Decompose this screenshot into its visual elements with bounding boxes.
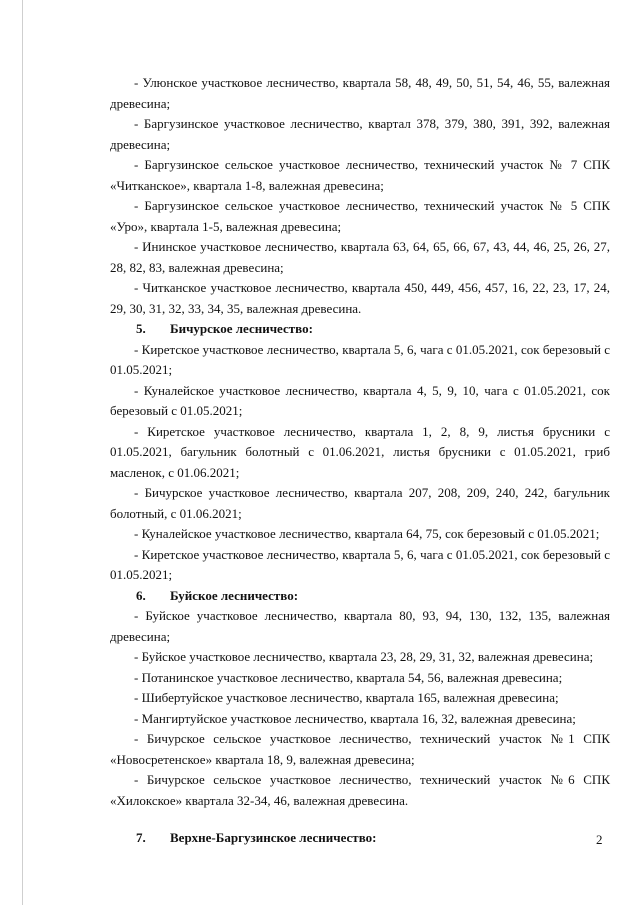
section-heading: [110, 828, 610, 849]
list-item: - Киретское участковое лесничество, квартала 5, 6, чага с 01.05.2021, сок березовый с 01.05.2021;: [110, 546, 610, 582]
list-item: - Куналейское участковое лесничество, квартала 64, 75, сок березовый с 01.05.2021;: [134, 526, 600, 541]
list-item: - Мангиртуйское участковое лесничество, квартала 16, 32, валежная древесина;: [134, 710, 576, 726]
section-heading: [110, 586, 610, 607]
list-item: - Буйское участковое лесничество, квартала 80, 93, 94, 130, 132, 135, валежная древесина;: [110, 608, 610, 644]
list-item: - Улюнское участковое лесничество, квартала 58, 48, 49, 50, 51, 54, 46, 55, валежная древесина;: [110, 75, 610, 111]
list-item: - Баргузинское сельское участковое лесничество, технический участок № 7 СПК «Читканское», квартала 1-8, валежная древесина;: [110, 157, 610, 193]
list-item: - Шибертуйское участковое лесничество, квартала 165, валежная древесина;: [134, 690, 559, 705]
section-number: 5.: [136, 321, 146, 336]
list-item: - Читканское участковое лесничество, квартала 450, 449, 456, 457, 16, 22, 23, 17, 24, 29, 30, 31, 32, 33, 34, 35, валежная древесина.: [110, 280, 610, 316]
paragraph-gap: [110, 811, 610, 828]
list-item: - Потанинское участковое лесничество, квартала 54, 56, валежная древесина;: [134, 669, 563, 685]
list-item: - Бичурское участковое лесничество, квартала 207, 208, 209, 240, 242, багульник болотный, с 01.06.2021;: [110, 485, 610, 521]
list-item: - Ининское участковое лесничество, квартала 63, 64, 65, 66, 67, 43, 44, 46, 25, 26, 27, 28, 82, 83, валежная древесина;: [110, 239, 610, 275]
list-item: - Баргузинское сельское участковое лесничество, технический участок № 5 СПК «Уро», квартала 1-5, валежная древесина;: [110, 198, 610, 234]
page-number: 2: [596, 832, 603, 847]
list-item: - Бичурское сельское участковое лесничество, технический участок №6 СПК «Хилокское» квартала 32-34, 46, валежная древесина.: [110, 772, 610, 808]
list-item: - Буйское участковое лесничество, квартала 23, 28, 29, 31, 32, валежная древесина;: [134, 649, 594, 664]
section-heading: [110, 319, 610, 340]
document-body: [110, 73, 610, 849]
list-item: - Баргузинское участковое лесничество, квартал 378, 379, 380, 391, 392, валежная древесина;: [110, 116, 610, 152]
list-item: - Бичурское сельское участковое лесничество, технический участок №1 СПК «Новосретенское» квартала 18, 9, валежная древесина;: [110, 731, 610, 767]
section-title: Буйское лесничество:: [170, 587, 299, 603]
section-number: 7.: [136, 830, 146, 845]
list-item: - Куналейское участковое лесничество, квартала 4, 5, 9, 10, чага с 01.05.2021, сок березовый с 01.05.2021;: [110, 382, 610, 418]
section-title: Верхне-Баргузинское лесничество:: [170, 830, 377, 845]
section-title: Бичурское лесничество:: [170, 321, 313, 336]
section-number: 6.: [136, 587, 146, 603]
list-item: - Киретское участковое лесничество, квартала 1, 2, 8, 9, листья брусники с 01.05.2021, багульник болотный с 01.06.2021, листья брусники с 01.05.2021, гриб масленок, с 01.06.2021;: [110, 423, 610, 480]
list-item: - Киретское участковое лесничество, квартала 5, 6, чага с 01.05.2021, сок березовый с 01.05.2021;: [110, 341, 610, 377]
binding-margin-line: [22, 0, 23, 905]
